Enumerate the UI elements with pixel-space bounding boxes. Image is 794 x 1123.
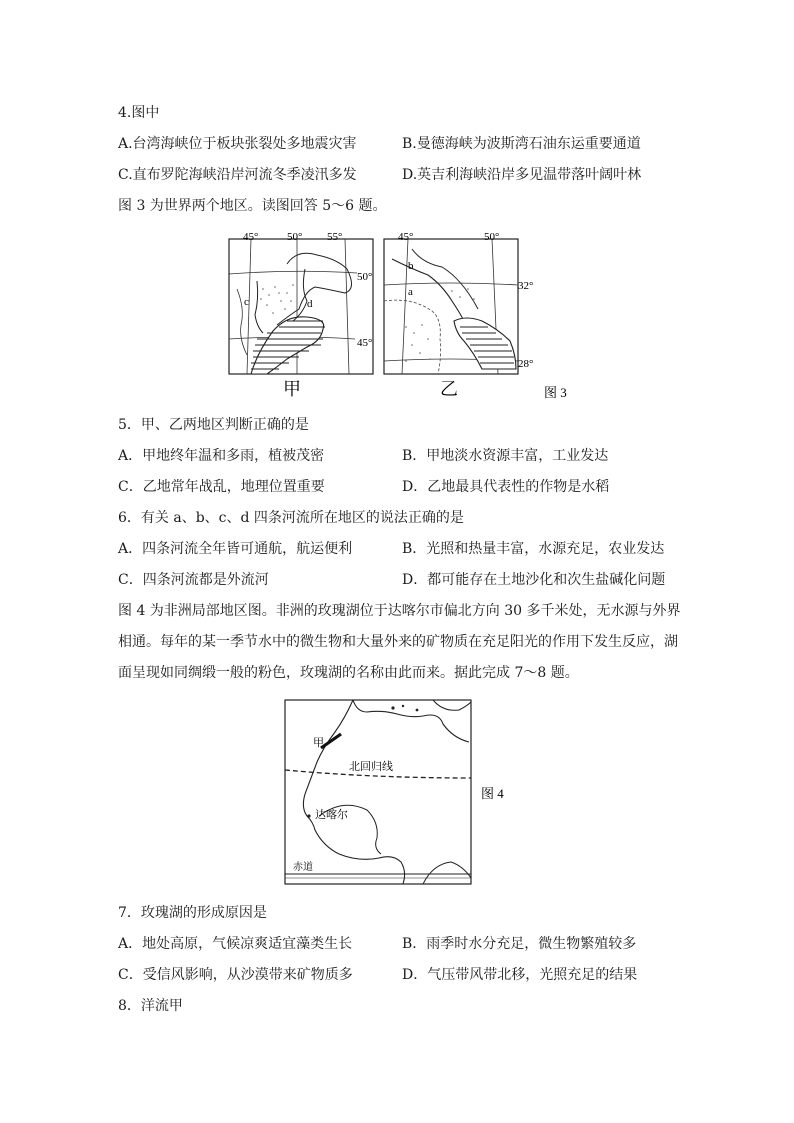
q8-stem: 8．洋流甲 bbox=[118, 998, 183, 1014]
q4-option-b: B.曼德海峡为波斯湾石油东运重要通道 bbox=[402, 136, 641, 152]
q5-option-c: C．乙地常年战乱，地理位置重要 bbox=[118, 479, 325, 495]
yi-lon-50: 50° bbox=[484, 231, 500, 243]
q6-option-d: D．都可能存在土地沙化和次生盐碱化问题 bbox=[402, 572, 666, 588]
map-jia bbox=[227, 229, 377, 404]
q6-stem: 6．有关 a、b、c、d 四条河流所在地区的说法正确的是 bbox=[118, 510, 464, 526]
tropic-label: 北回归线 bbox=[349, 761, 393, 773]
q4-option-d: D.英吉利海峡沿岸多见温带落叶阔叶林 bbox=[402, 167, 642, 183]
q4-stem: 4.图中 bbox=[118, 105, 160, 121]
fig3-intro: 图 3 为世界两个地区。读图回答 5～6 题。 bbox=[118, 198, 387, 214]
jia-lon-55: 55° bbox=[327, 231, 343, 243]
q7-option-c: C．受信风影响，从沙漠带来矿物质多 bbox=[118, 967, 353, 983]
q5-option-d: D．乙地最具代表性的作物是水稻 bbox=[402, 479, 610, 495]
yi-lat-32: 32° bbox=[518, 280, 534, 292]
q6-option-b: B．光照和热量丰富，水源充足，农业发达 bbox=[402, 541, 665, 557]
q7-option-d: D．气压带风带北移，光照充足的结果 bbox=[402, 967, 638, 983]
q4-option-c: C.直布罗陀海峡沿岸河流冬季凌汛多发 bbox=[118, 167, 357, 183]
equator-label: 赤道 bbox=[293, 862, 313, 873]
current-jia-label: 甲 bbox=[313, 737, 324, 749]
q5-option-a: A．甲地终年温和多雨，植被茂密 bbox=[118, 448, 325, 464]
jia-lon-45: 45° bbox=[243, 231, 259, 243]
q7-option-a: A．地处高原，气候凉爽适宜藻类生长 bbox=[118, 936, 353, 952]
q7-stem: 7．玫瑰湖的形成原因是 bbox=[118, 905, 267, 921]
q4-option-a: A.台湾海峡位于板块张裂处多地震灾害 bbox=[118, 136, 357, 152]
yi-lon-45: 45° bbox=[398, 231, 414, 243]
fig4-label: 图 4 bbox=[481, 786, 504, 801]
river-a-label: a bbox=[408, 286, 413, 298]
jia-lat-45: 45° bbox=[357, 337, 373, 349]
river-c-label: c bbox=[244, 296, 249, 308]
river-b-label: b bbox=[408, 260, 414, 272]
map-jia-caption: 甲 bbox=[283, 379, 301, 399]
dakar-label: 达喀尔 bbox=[315, 809, 348, 821]
map-yi-caption: 乙 bbox=[440, 379, 458, 399]
q7-option-b: B．雨季时水分充足，微生物繁殖较多 bbox=[402, 936, 637, 952]
q6-option-a: A．四条河流全年皆可通航，航运便利 bbox=[118, 541, 353, 557]
q6-option-c: C．四条河流都是外流河 bbox=[118, 572, 269, 588]
fig4-intro-line-2: 相通。每年的某一季节水中的微生物和大量外来的矿物质在充足阳光的作用下发生反应，湖 bbox=[118, 634, 678, 650]
q5-option-b: B．甲地淡水资源丰富，工业发达 bbox=[402, 448, 609, 464]
yi-lat-28: 28° bbox=[518, 358, 534, 370]
map-africa bbox=[283, 698, 523, 888]
fig3-label: 图 3 bbox=[544, 385, 567, 400]
fig4-intro-line-1: 图 4 为非洲局部地区图。非洲的玫瑰湖位于达喀尔市偏北方向 30 多千米处，无水源与外界 bbox=[118, 603, 681, 619]
jia-lon-50: 50° bbox=[287, 231, 303, 243]
fig4-intro-line-3: 面呈现如同绸缎一般的粉色，玫瑰湖的名称由此而来。据此完成 7～8 题。 bbox=[118, 665, 579, 681]
q5-stem: 5．甲、乙两地区判断正确的是 bbox=[118, 417, 309, 433]
jia-lat-50: 50° bbox=[357, 271, 373, 283]
map-yi bbox=[382, 229, 572, 404]
river-d-label: d bbox=[307, 298, 313, 310]
